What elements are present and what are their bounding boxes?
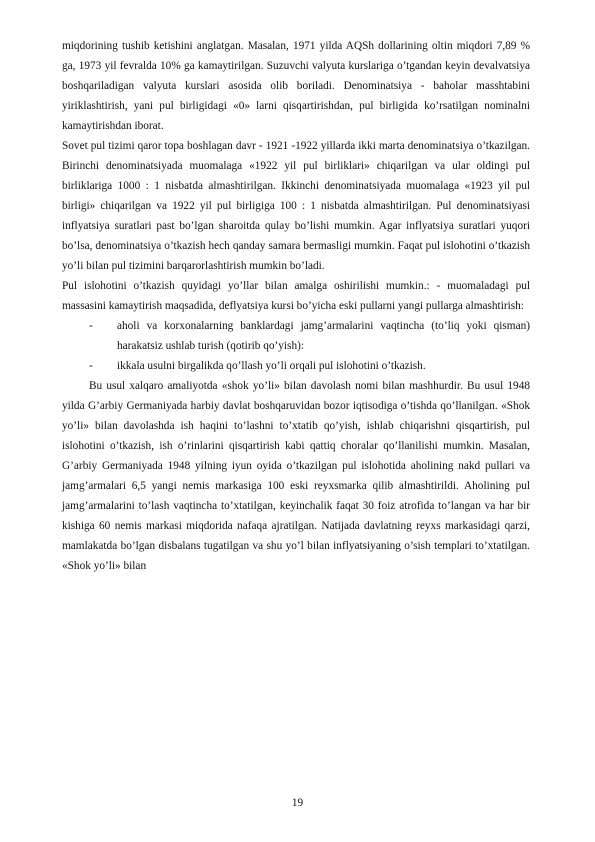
list-item-text: aholi va korxonalarning banklardagi jamg’armalarini vaqtincha (to’liq yoki qisman) harakatsiz ushlab turish (qotirib qo’yish): [117, 320, 530, 352]
list-dash: - [89, 320, 93, 332]
paragraph-shock-therapy: Bu usul xalqaro amaliyotda «shok yo’li» bilan davolash nomi bilan mashhurdir. Bu usul 1948 yilda G’arbiy Germaniyada harbiy davlat boshqaruvidan bozor iqtisodiga o’tishda qo’llanilgan. «Shok yo’li» bilan davolashda ish haqini to’lashni to’xtatib qo’yish, ishlab chiqarishni qisqartirish, pul islohotini o’tkazish, ish o’rinlarini qisqartirish kabi qattiq choralar qo’llanilishi mumkin. Masalan, G’arbiy Germaniyada 1948 yilning iyun oyida o’tkazilgan pul islohotida aholining nakd pullari va jamg’armalari 6,5 yangi nemis markasiga 100 eski reyxsmarka qilib almashtirildi. Aholining pul jamg’armalarini to’lash vaqtincha to’xtatilgan, keyinchalik faqat 30 foiz atrofida to’langan va har bir kishiga 60 nemis markasi miqdorida nafaqa ajratilgan. Natijada davlatning reyxs markasidagi qarzi, mamlakatda bo’lgan disbalans tugatilgan va shu yo’l bilan inflyatsiyaning o’sish templari to’xtatilgan. «Shok yo’li» bilan [62, 380, 530, 572]
list-dash: - [89, 360, 93, 372]
list-item [62, 356, 530, 376]
list-item [62, 316, 530, 356]
paragraph-reform-methods: Pul islohotini o’tkazish quyidagi yo’llar bilan amalga oshirilishi mumkin.: - muomaladagi pul massasini kamaytirish maqsadida, deflyatsiya kursi bo’yicha eski pullarni yangi pullarga almashtirish: [62, 280, 530, 312]
page-number: 19 [291, 797, 304, 809]
paragraph-soviet-denomination: Sovet pul tizimi qaror topa boshlagan davr - 1921 -1922 yillarda ikki marta denominatsiya o’tkazilgan. Birinchi denominatsiyada muomalaga «1922 yil pul birliklari» chiqarilgan va ular oldingi pul birliklariga 1000 : 1 nisbatda almashtirilgan. Ikkinchi denominatsiyada muomalaga «1923 yil pul birligi» chiqarilgan va 1922 yil pul birligiga 100 : 1 nisbatda almashtirilgan. Pul denominatsiyasi inflyatsiya suratlari past bo’lgan sharoitda qulay bo’lishi mumkin. Agar inflyatsiya suratlari yuqori bo’lsa, denominatsiya o’tkazish hech qanday samara bermasligi mumkin. Faqat pul islohotini o’tkazish yo’li bilan pul tizimini barqarorlashtirish mumkin bo’ladi. [62, 140, 530, 272]
document-body [62, 36, 530, 576]
list-item-text: ikkala usulni birgalikda qo’llash yo’li orqali pul islohotini o’tkazish. [117, 360, 426, 372]
paragraph-continuation: miqdorining tushib ketishini anglatgan. Masalan, 1971 yilda AQSh dollarining oltin miqdori 7,89 % ga, 1973 yil fevralda 10% ga kamaytirilgan. Suzuvchi valyuta kurslariga o’tgandan keyin devalvatsiya boshqariladigan valyuta kurslari asosida olib boriladi. Denominatsiya - baholar masshtabini yiriklashtirish, yani pul birligidagi «0» larni qisqartirishdan, pul birligida ko’rsatilgan nominalni kamaytirishdan iborat. [62, 40, 530, 132]
